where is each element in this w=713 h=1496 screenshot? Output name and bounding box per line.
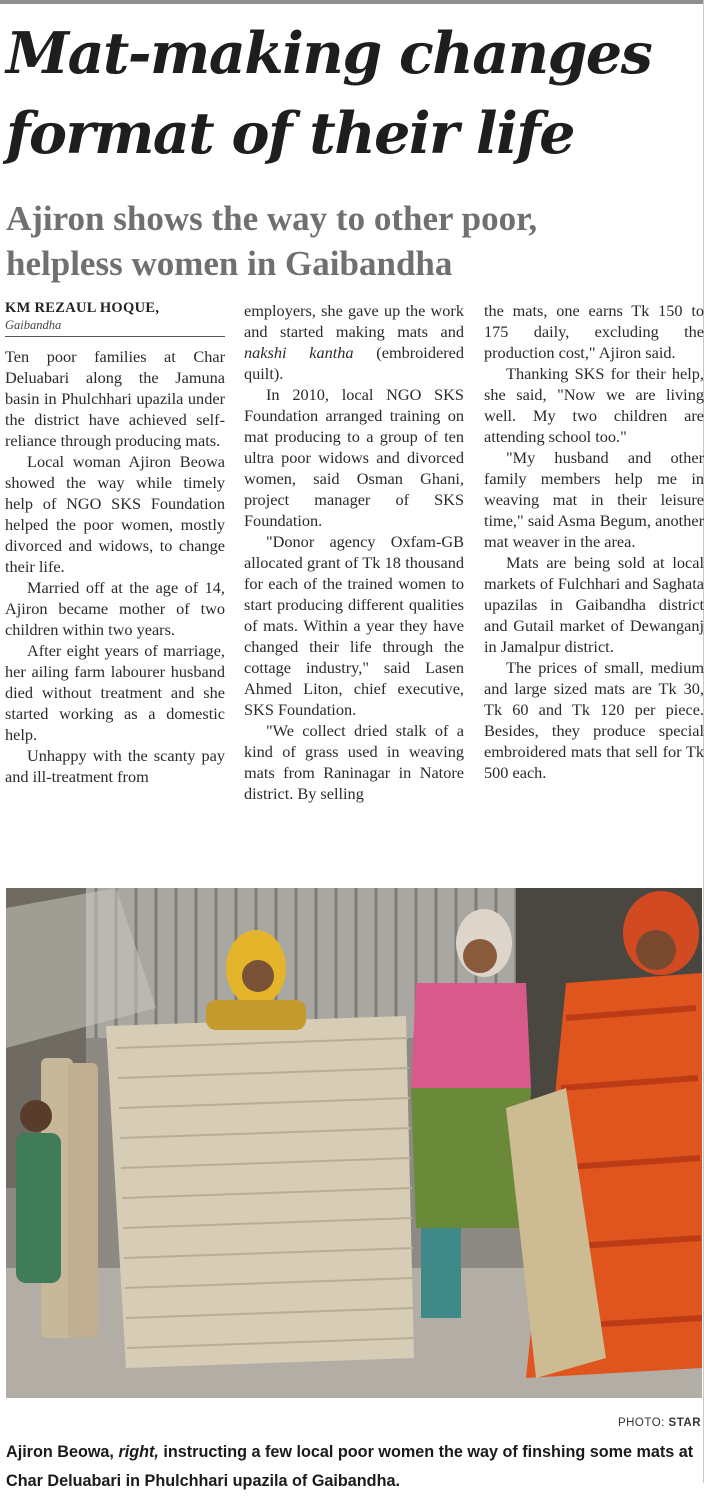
article-photo bbox=[6, 888, 702, 1398]
caption-line-2: Char Deluabari in Phulchhari upazila of Gaibandha. bbox=[6, 1472, 400, 1490]
article-paragraph: Thanking SKS for their help, she said, "Now we are living well. My two children are attending school too." bbox=[484, 364, 704, 446]
paragraph-text: (embroidered quilt). bbox=[244, 343, 464, 383]
headline-line-2: format of their life bbox=[6, 100, 575, 167]
article-paragraph: "My husband and other family members help me in weaving mat in their leisure time," said Asma Begum, another mat weaver in the area. bbox=[484, 448, 704, 551]
article-column-3 bbox=[484, 300, 704, 783]
child-figure bbox=[20, 1100, 52, 1132]
byline-author: KM REZAUL HOQUE, bbox=[5, 300, 160, 316]
article-column-1 bbox=[5, 300, 225, 787]
byline-location: Gaibandha bbox=[5, 318, 62, 332]
subheadline bbox=[6, 196, 706, 286]
woman-face bbox=[242, 960, 274, 992]
article-paragraph: The prices of small, medium and large sized mats are Tk 30, Tk 60 and Tk 120 per piece. Besides, they produce special embroidered mats that sell for Tk 500 each. bbox=[484, 658, 704, 782]
headline bbox=[6, 14, 706, 174]
photo-credit-source: STAR bbox=[668, 1417, 701, 1429]
byline-divider bbox=[5, 336, 225, 337]
photo-credit-label: PHOTO: bbox=[617, 1417, 665, 1429]
article-column-2 bbox=[244, 300, 464, 804]
caption-text: Ajiron Beowa, bbox=[6, 1443, 114, 1461]
rolled-mat bbox=[68, 1063, 98, 1338]
article-paragraph: Local woman Ajiron Beowa showed the way while timely help of NGO SKS Foundation helped the poor women, mostly divorced and widows, to change their life. bbox=[5, 452, 225, 576]
article-paragraph-continued: the mats, one earns Tk 150 to 175 daily, excluding the production cost," Ajiron said. bbox=[484, 301, 704, 362]
paragraph-text: employers, she gave up the work and started making mats and bbox=[244, 301, 464, 341]
caption-line-1 bbox=[6, 1438, 706, 1467]
article-paragraph-continued bbox=[244, 300, 464, 384]
photo-caption bbox=[6, 1438, 706, 1496]
subheadline-line-2: helpless women in Gaibandha bbox=[6, 244, 453, 283]
woman-trousers bbox=[421, 1228, 461, 1318]
article-paragraph: After eight years of marriage, her ailing farm labourer husband died without treatment and she started working as a domestic help. bbox=[5, 641, 225, 744]
article-paragraph: Unhappy with the scanty pay and ill-treatment from bbox=[5, 746, 225, 786]
woman-face bbox=[636, 930, 676, 970]
woman-pink-dress bbox=[411, 983, 531, 1088]
italic-term: nakshi kantha bbox=[244, 343, 354, 362]
headline-line-1: Mat-making changes bbox=[6, 20, 652, 87]
article-paragraph: Ten poor families at Char Deluabari along the Jamuna basin in Phulchhari upazila under the district have achieved self-reliance through producing mats. bbox=[5, 347, 225, 450]
article-paragraph: Mats are being sold at local markets of Fulchhari and Saghata upazilas in Gaibandha district and Gutail market of Dewanganj in Jamalpur district. bbox=[484, 553, 704, 656]
large-woven-mat bbox=[106, 1016, 414, 1368]
article-paragraph: "We collect dried stalk of a kind of grass used in weaving mats from Raninagar in Natore district. By selling bbox=[244, 721, 464, 803]
woman-yellow-scarf bbox=[206, 1000, 306, 1030]
subheadline-line-1: Ajiron shows the way to other poor, bbox=[6, 199, 538, 238]
photo-illustration bbox=[6, 888, 702, 1398]
caption-italic: right, bbox=[118, 1443, 159, 1461]
article-paragraph: Married off at the age of 14, Ajiron became mother of two children within two years. bbox=[5, 578, 225, 639]
child-figure bbox=[16, 1133, 61, 1283]
woman-face bbox=[463, 939, 497, 973]
photo-credit bbox=[618, 1417, 701, 1429]
caption-text: instructing a few local poor women the way of finshing some mats at bbox=[163, 1443, 694, 1461]
article-paragraph: "Donor agency Oxfam-GB allocated grant of Tk 18 thousand for each of the trained women to start producing different qualities of mats. Within a year they have changed their life through the cottage industry," said Lasen Ahmed Liton, chief executive, SKS Foundation. bbox=[244, 532, 464, 719]
top-rule bbox=[0, 0, 703, 4]
article-paragraph: In 2010, local NGO SKS Foundation arranged training on mat producing to a group of ten ultra poor widows and divorced women, said Osman Ghani, project manager of SKS Foundation. bbox=[244, 385, 464, 530]
